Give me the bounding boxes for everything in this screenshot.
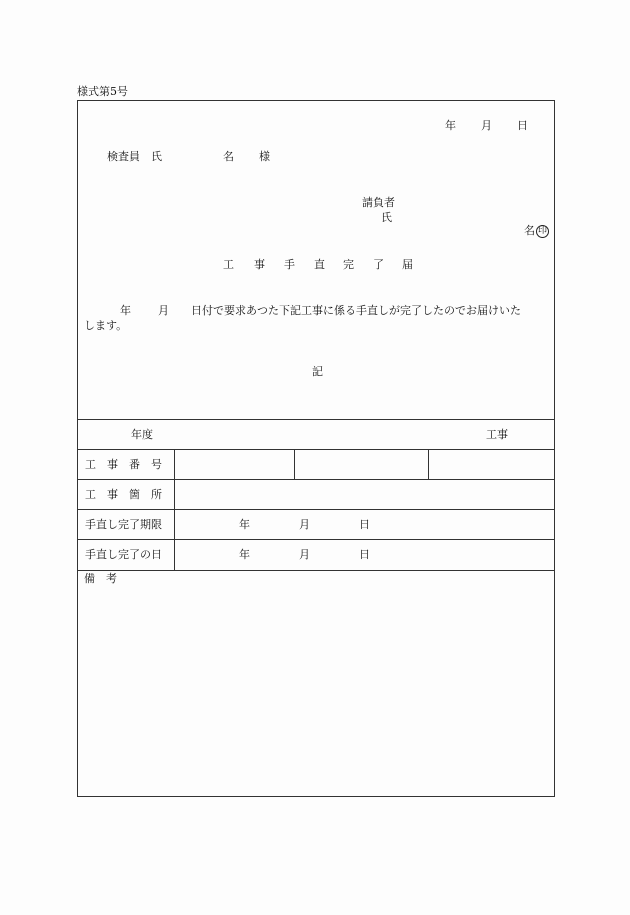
label-column-divider <box>174 449 175 570</box>
body-month: 月 <box>158 304 169 317</box>
row-label-construction-number: 工 事 番 号 <box>85 458 162 471</box>
construction-label: 工事 <box>486 428 508 441</box>
body-year: 年 <box>120 304 131 317</box>
addressee-name-label: 名 <box>223 150 234 163</box>
addressee-title: 検査員 氏 <box>107 150 162 163</box>
title-char-6: 了 <box>373 258 384 271</box>
completion-day: 日 <box>359 548 370 561</box>
contractor-label: 請負者 <box>362 196 395 209</box>
body-text-line2: します。 <box>84 319 128 332</box>
body-text-line1: 日付で要求あつた下記工事に係る手直しが完了したのでお届けいた <box>191 304 521 317</box>
contractor-name-second-text: 名 <box>524 224 535 237</box>
row-line-2 <box>78 479 554 480</box>
title-char-5: 完 <box>343 258 354 271</box>
form-number: 様式第5号 <box>77 85 128 98</box>
contractor-name-second <box>510 211 549 251</box>
form-box <box>77 100 555 797</box>
ki-label: 記 <box>312 365 323 378</box>
seal-stamp: 印 <box>537 225 547 236</box>
row-line-3 <box>78 509 554 510</box>
title-char-1: 工 <box>223 258 234 271</box>
completion-year: 年 <box>239 548 250 561</box>
title-char-4: 直 <box>314 258 325 271</box>
number-divider-1 <box>294 449 295 479</box>
remarks-label: 備 考 <box>84 572 117 585</box>
contractor-name-first: 氏 <box>381 211 392 224</box>
deadline-month: 月 <box>299 518 310 531</box>
title-char-2: 事 <box>254 258 265 271</box>
row-label-completion-date: 手直し完了の日 <box>85 548 162 561</box>
title-char-7: 届 <box>402 258 413 271</box>
header-year: 年 <box>445 119 456 132</box>
row-line-4 <box>78 539 554 540</box>
deadline-day: 日 <box>359 518 370 531</box>
title-char-3: 手 <box>284 258 295 271</box>
fiscal-year-label: 年度 <box>131 428 153 441</box>
header-day: 日 <box>517 119 528 132</box>
addressee-honorific: 様 <box>259 150 270 163</box>
row-line-5 <box>78 570 554 571</box>
number-divider-2 <box>428 449 429 479</box>
deadline-year: 年 <box>239 518 250 531</box>
row-label-completion-deadline: 手直し完了期限 <box>85 518 162 531</box>
row-line-1 <box>78 449 554 450</box>
table-top-line <box>78 419 554 420</box>
row-label-construction-location: 工 事 箇 所 <box>85 488 162 501</box>
completion-month: 月 <box>299 548 310 561</box>
header-month: 月 <box>481 119 492 132</box>
